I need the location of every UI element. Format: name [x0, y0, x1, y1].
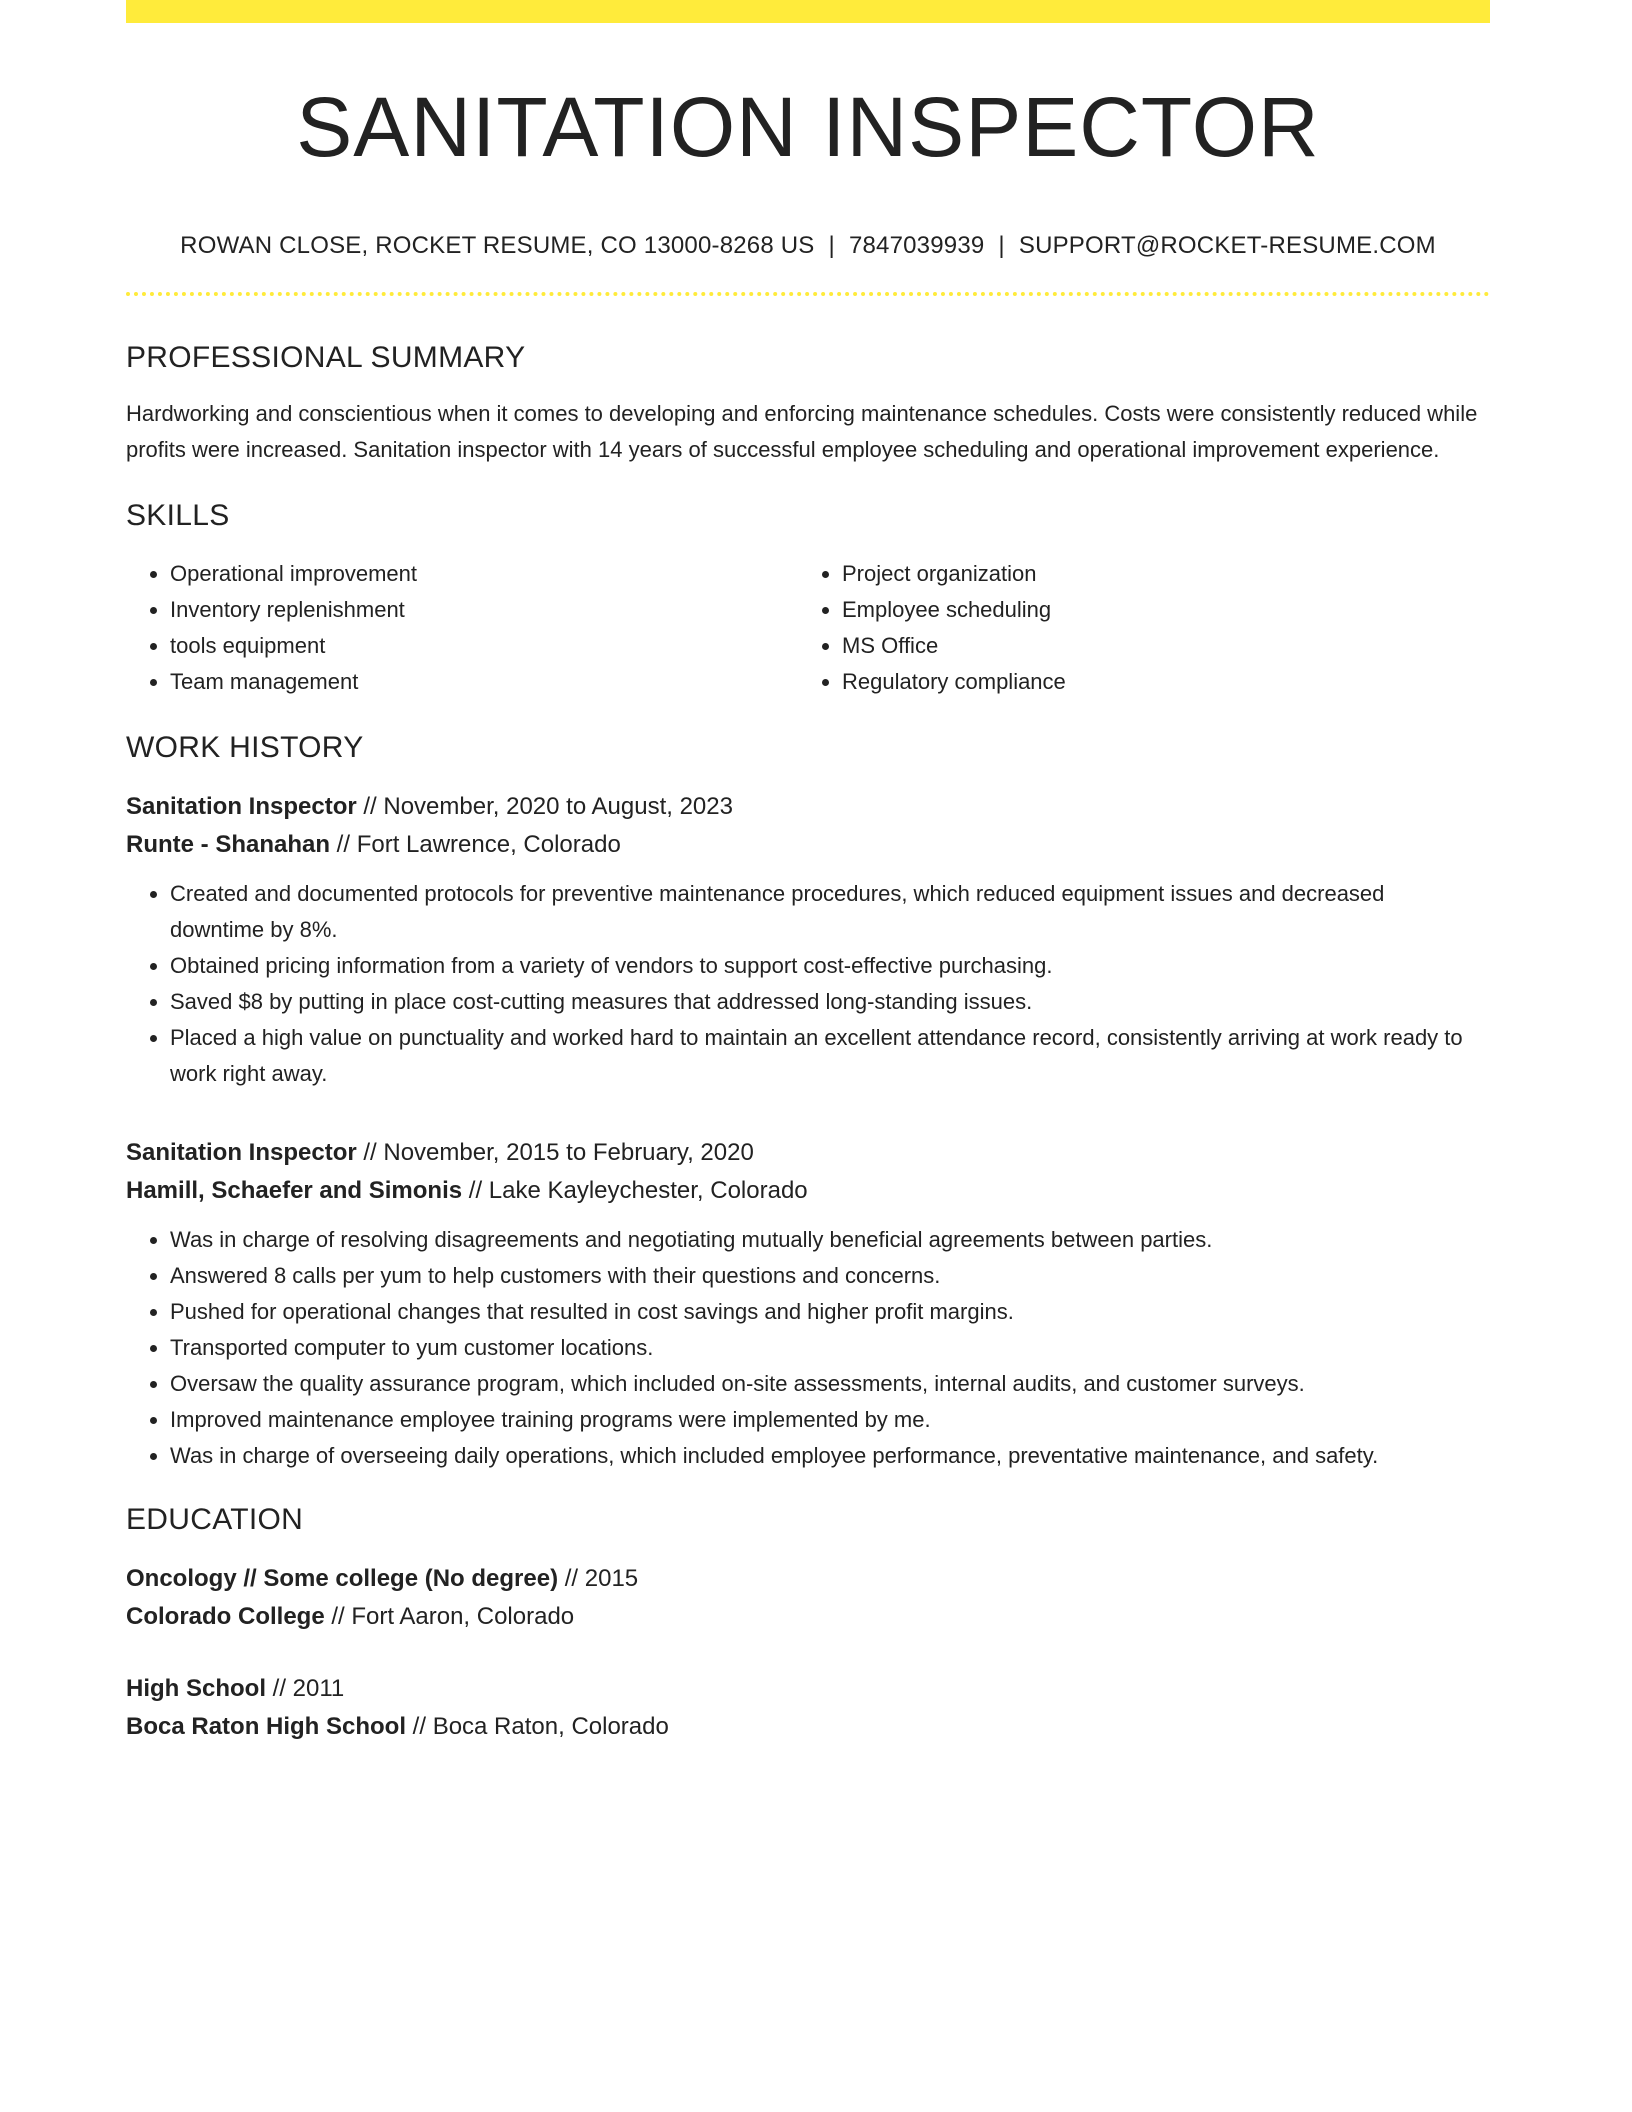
- contact-address: ROWAN CLOSE, ROCKET RESUME, CO 13000-8268 US: [180, 232, 815, 259]
- job-bullet: • Was in charge of resolving disagreements and negotiating mutually beneficial agreements between parties.: [170, 1222, 1490, 1258]
- education-location: // Boca Raton, Colorado: [406, 1713, 669, 1740]
- job-entry: [126, 1134, 1490, 1474]
- skill-item: • Project organization: [842, 556, 1470, 592]
- summary-text: Hardworking and conscientious when it comes to developing and enforcing maintenance schedules. Costs were consistently reduced while profits were increased. Sanitation inspector with 14 years of successful employee scheduling and operational improvement experience.: [126, 401, 1478, 462]
- job-bullet: • Saved $8 by putting in place cost-cutting measures that addressed long-standing issues.: [170, 984, 1490, 1020]
- job-bullet: • Transported computer to yum customer locations.: [170, 1330, 1490, 1366]
- education-school-line: [126, 1598, 1490, 1636]
- job-dates: // November, 2015 to February, 2020: [356, 1139, 754, 1166]
- skills-heading: SKILLS: [126, 499, 230, 532]
- skills-column-right: [798, 556, 1470, 700]
- job-bullet: • Was in charge of overseeing daily operations, which included employee performance, preventative maintenance, and safety.: [170, 1438, 1490, 1474]
- skills-column-left: [126, 556, 798, 700]
- job-title: Sanitation Inspector: [126, 793, 357, 820]
- resume-content: [126, 0, 1490, 1746]
- summary-heading: PROFESSIONAL SUMMARY: [126, 341, 526, 374]
- education-school: Colorado College: [126, 1603, 325, 1630]
- dotted-divider: [126, 292, 1490, 296]
- job-title: Sanitation Inspector: [126, 1139, 357, 1166]
- contact-email: SUPPORT@ROCKET-RESUME.COM: [1018, 232, 1436, 259]
- job-bullets: [126, 1222, 1490, 1474]
- job-bullet: • Pushed for operational changes that resulted in cost savings and higher profit margins.: [170, 1294, 1490, 1330]
- job-bullet: • Answered 8 calls per yum to help customers with their questions and concerns.: [170, 1258, 1490, 1294]
- job-entry: [126, 788, 1490, 1092]
- job-title-line: [126, 1134, 1490, 1172]
- skill-item: • Team management: [170, 664, 798, 700]
- education-year: // 2011: [266, 1675, 345, 1702]
- job-bullet: • Improved maintenance employee training programs were implemented by me.: [170, 1402, 1490, 1438]
- education-year: // 2015: [558, 1565, 639, 1592]
- job-bullet: • Placed a high value on punctuality and worked hard to maintain an excellent attendance record, consistently arriving at work ready to work right away.: [170, 1020, 1490, 1092]
- resume-title: SANITATION INSPECTOR: [296, 80, 1320, 174]
- education-location: // Fort Aaron, Colorado: [324, 1603, 575, 1630]
- skill-item: • Employee scheduling: [842, 592, 1470, 628]
- contact-separator: |: [828, 232, 835, 259]
- skill-item: • Regulatory compliance: [842, 664, 1470, 700]
- job-bullets: [126, 876, 1490, 1092]
- job-bullet: • Created and documented protocols for preventive maintenance procedures, which reduced equipment issues and decreased downtime by 8%.: [170, 876, 1490, 948]
- contact-separator: |: [998, 232, 1005, 259]
- education-school: Boca Raton High School: [126, 1713, 407, 1740]
- skill-item: • tools equipment: [170, 628, 798, 664]
- education-school-line: [126, 1708, 1490, 1746]
- job-location: // Lake Kayleychester, Colorado: [462, 1177, 808, 1204]
- job-dates: // November, 2020 to August, 2023: [356, 793, 733, 820]
- skill-item: • Operational improvement: [170, 556, 798, 592]
- education-entry: [126, 1670, 1490, 1746]
- contact-line: [126, 230, 1490, 262]
- education-heading: EDUCATION: [126, 1503, 304, 1536]
- skill-item: • MS Office: [842, 628, 1470, 664]
- job-company: Hamill, Schaefer and Simonis: [126, 1177, 463, 1204]
- education-entry: [126, 1560, 1490, 1636]
- job-bullet: • Obtained pricing information from a variety of vendors to support cost-effective purchasing.: [170, 948, 1490, 984]
- skills-list: [126, 556, 1490, 700]
- contact-phone: 7847039939: [848, 232, 985, 259]
- education-degree-line: [126, 1560, 1490, 1598]
- job-title-line: [126, 788, 1490, 826]
- education-degree: High School: [126, 1675, 266, 1702]
- job-company: Runte - Shanahan: [126, 831, 331, 858]
- job-bullet: • Oversaw the quality assurance program, which included on-site assessments, internal audits, and customer surveys.: [170, 1366, 1490, 1402]
- job-company-line: [126, 826, 1490, 864]
- job-company-line: [126, 1172, 1490, 1210]
- education-degree: Oncology // Some college (No degree): [126, 1565, 559, 1592]
- work-history-heading: WORK HISTORY: [126, 731, 364, 764]
- education-degree-line: [126, 1670, 1490, 1708]
- skill-item: • Inventory replenishment: [170, 592, 798, 628]
- job-location: // Fort Lawrence, Colorado: [330, 831, 621, 858]
